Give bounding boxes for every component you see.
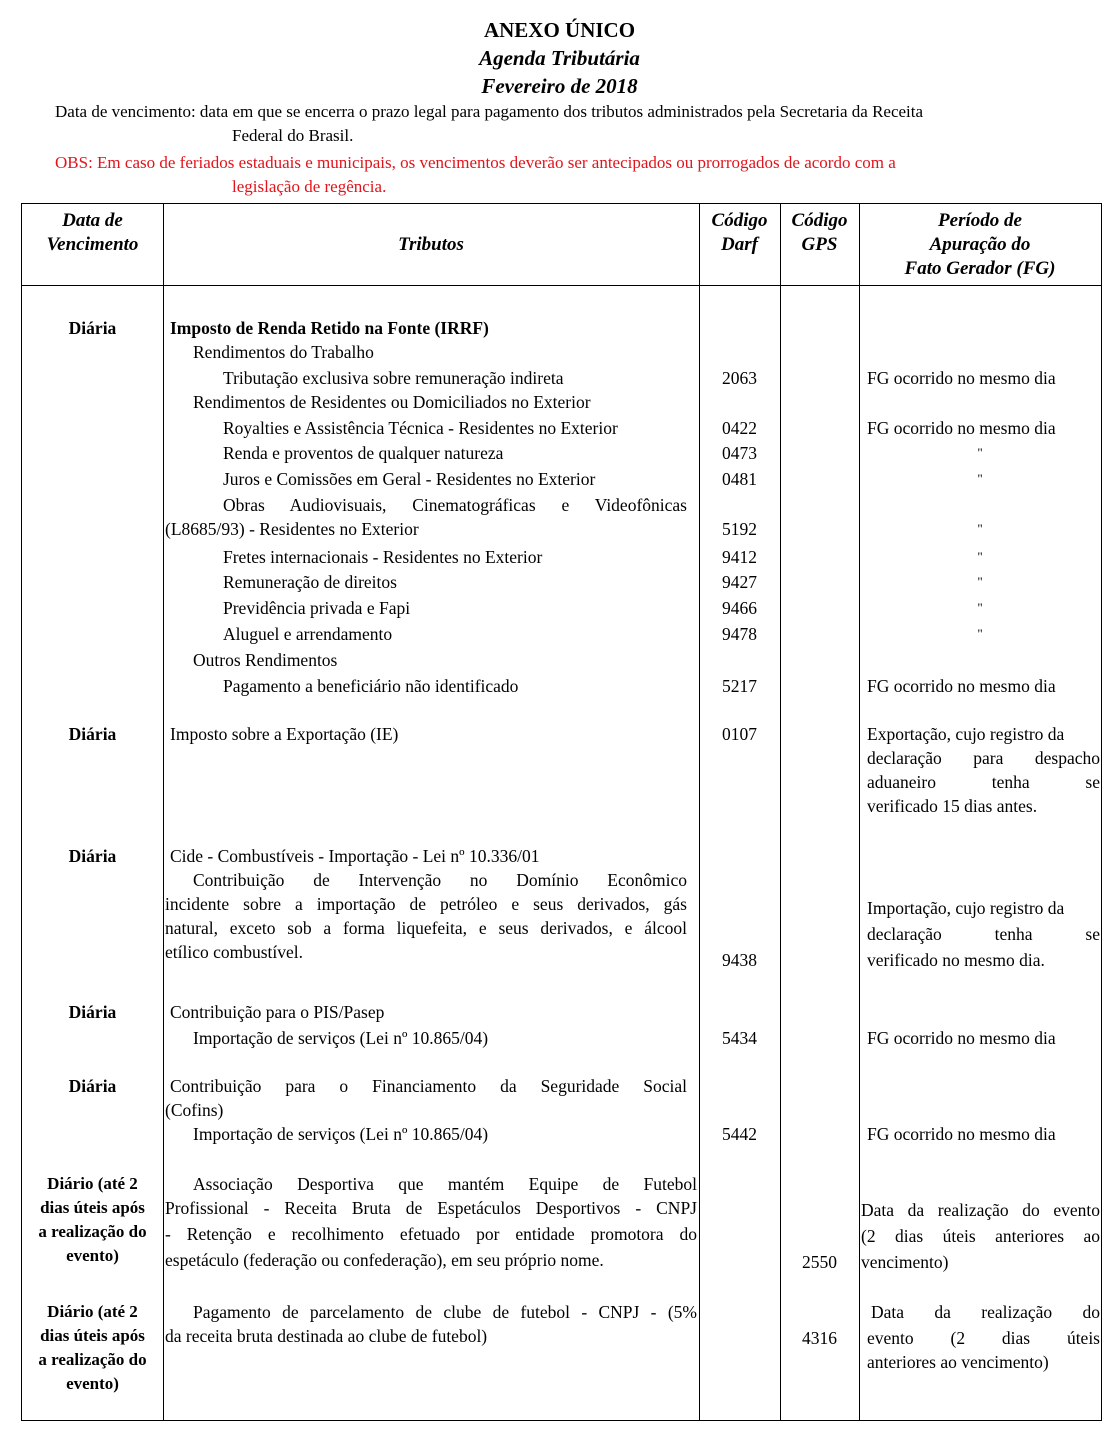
fg-period: evento (2 dias úteis [867,1328,1100,1348]
fg-period: FG ocorrido no mesmo dia [867,418,1056,438]
header-codigo-darf: Código Darf [711,210,768,255]
darf-code: 5442 [722,1124,757,1144]
obs-line-1: OBS: Em caso de feriados estaduais e municipais, os vencimentos deverão ser antecipados ou prorrogados de acordo com a [55,153,896,172]
darf-code: 0107 [722,724,757,744]
fg-period: FG ocorrido no mesmo dia [867,1124,1056,1144]
irrf-subheading: Rendimentos de Residentes ou Domiciliados no Exterior [193,392,591,412]
irrf-item: Pagamento a beneficiário não identificado [223,676,519,696]
header-codigo-gps: Código GPS [791,210,848,255]
darf-code: 5434 [722,1028,757,1048]
fg-period: verificado no mesmo dia. [867,950,1045,970]
parcelamento-description: da receita bruta destinada ao clube de futebol) [165,1326,488,1346]
darf-code: 5217 [722,676,757,696]
darf-code: 9427 [722,572,757,592]
document-period: Fevereiro de 2018 [481,74,638,98]
cofins-title: Contribuição para o Financiamento da Seguridade Social [170,1076,687,1096]
fg-period: declaração tenha se [867,924,1100,944]
darf-code: 2063 [722,368,757,388]
irrf-title: Imposto de Renda Retido na Fonte (IRRF) [170,318,489,338]
irrf-item: Juros e Comissões em Geral - Residentes no Exterior [223,469,596,489]
ditto-mark: " [977,626,983,641]
darf-code: 9438 [722,950,757,970]
ditto-mark: " [977,549,983,564]
ditto-mark: " [977,445,983,460]
pis-title: Contribuição para o PIS/Pasep [170,1002,385,1022]
cide-description: Contribuição de Intervenção no Domínio Econômico [193,870,687,890]
column-divider [859,204,860,1420]
irrf-item: Aluguel e arrendamento [223,624,393,644]
cide-description: etílico combustível. [165,942,304,962]
ie-due-date: Diária [68,724,117,744]
intro-line-2: Federal do Brasil. [232,126,354,145]
obs-line-2: legislação de regência. [232,177,387,196]
fg-period: FG ocorrido no mesmo dia [867,368,1056,388]
cide-description: incidente sobre a importação de petróleo e seus derivados, gás [165,894,687,914]
ditto-mark: " [977,471,983,486]
futebol-description: Associação Desportiva que mantém Equipe de Futebol [193,1174,697,1194]
futebol-description: espetáculo (federação ou confederação), em seu próprio nome. [165,1250,604,1270]
fg-period: anteriores ao vencimento) [867,1352,1049,1372]
pis-due-date: Diária [68,1002,117,1022]
fg-period: Data da realização do [871,1302,1100,1322]
cofins-title-continued: (Cofins) [165,1100,224,1120]
tax-calendar-table [21,203,1102,1421]
fg-period: (2 dias úteis anteriores ao [861,1226,1100,1246]
darf-code: 9466 [722,598,757,618]
column-divider [780,204,781,1420]
pis-item: Importação de serviços (Lei nº 10.865/04) [193,1028,489,1048]
ditto-mark: " [977,574,983,589]
parcelamento-description: Pagamento de parcelamento de clube de futebol - CNPJ - (5% [193,1302,697,1322]
irrf-item: Tributação exclusiva sobre remuneração indireta [223,368,564,388]
fg-period: Exportação, cujo registro da [867,724,1065,744]
irrf-subheading: Outros Rendimentos [193,650,338,670]
fg-period: Data da realização do evento [861,1200,1100,1220]
cofins-item: Importação de serviços (Lei nº 10.865/04) [193,1124,489,1144]
irrf-item: Renda e proventos de qualquer natureza [223,443,504,463]
fg-period: verificado 15 dias antes. [867,796,1038,816]
gps-code: 4316 [802,1328,837,1348]
header-divider [22,285,1101,286]
cide-title: Cide - Combustíveis - Importação - Lei nº 10.336/01 [170,846,540,866]
irrf-item-continued: (L8685/93) - Residentes no Exterior [165,519,419,539]
header-tributos: Tributos [398,234,464,255]
document-title: ANEXO ÚNICO [483,18,636,42]
document-subtitle: Agenda Tributária [479,46,640,70]
ditto-mark: " [977,600,983,615]
cide-due-date: Diária [68,846,117,866]
darf-code: 5192 [722,519,757,539]
irrf-item: Fretes internacionais - Residentes no Exterior [223,547,543,567]
irrf-item: Royalties e Assistência Técnica - Residentes no Exterior [223,418,618,438]
column-divider [163,204,164,1420]
cide-description: natural, exceto sob a forma liquefeita, e seus derivados, e álcool [165,918,687,938]
irrf-item: Remuneração de direitos [223,572,397,592]
darf-code: 9412 [722,547,757,567]
cofins-due-date: Diária [68,1076,117,1096]
futebol-description: - Retenção e recolhimento efetuado por entidade promotora do [165,1224,697,1244]
ditto-mark: " [977,521,983,536]
fg-period: aduaneiro tenha se [867,772,1100,792]
fg-period: vencimento) [861,1252,949,1272]
darf-code: 0473 [722,443,757,463]
darf-code: 9478 [722,624,757,644]
fg-period: FG ocorrido no mesmo dia [867,676,1056,696]
fg-period: declaração para despacho [867,748,1100,768]
fg-period: FG ocorrido no mesmo dia [867,1028,1056,1048]
futebol-due-date: Diário (até 2 dias úteis após a realização do evento) [38,1174,147,1265]
gps-code: 2550 [802,1252,837,1272]
intro-line-1: Data de vencimento: data em que se encerra o prazo legal para pagamento dos tributos administrados pela Secretaria da Receita [55,102,924,121]
ie-title: Imposto sobre a Exportação (IE) [170,724,399,744]
fg-period: Importação, cujo registro da [867,898,1065,918]
irrf-item: Previdência privada e Fapi [223,598,411,618]
header-periodo-apuracao: Período de Apuração do Fato Gerador (FG) [904,210,1056,279]
futebol-description: Profissional - Receita Bruta de Espetáculos Desportivos - CNPJ [165,1198,697,1218]
darf-code: 0422 [722,418,757,438]
header-vencimento: Data de Vencimento [46,210,139,255]
irrf-item: Obras Audiovisuais, Cinematográficas e Videofônicas [223,495,687,515]
irrf-due-date: Diária [68,318,117,338]
parcelamento-due-date: Diário (até 2 dias úteis após a realização do evento) [38,1302,147,1393]
irrf-subheading: Rendimentos do Trabalho [193,342,374,362]
darf-code: 0481 [722,469,757,489]
